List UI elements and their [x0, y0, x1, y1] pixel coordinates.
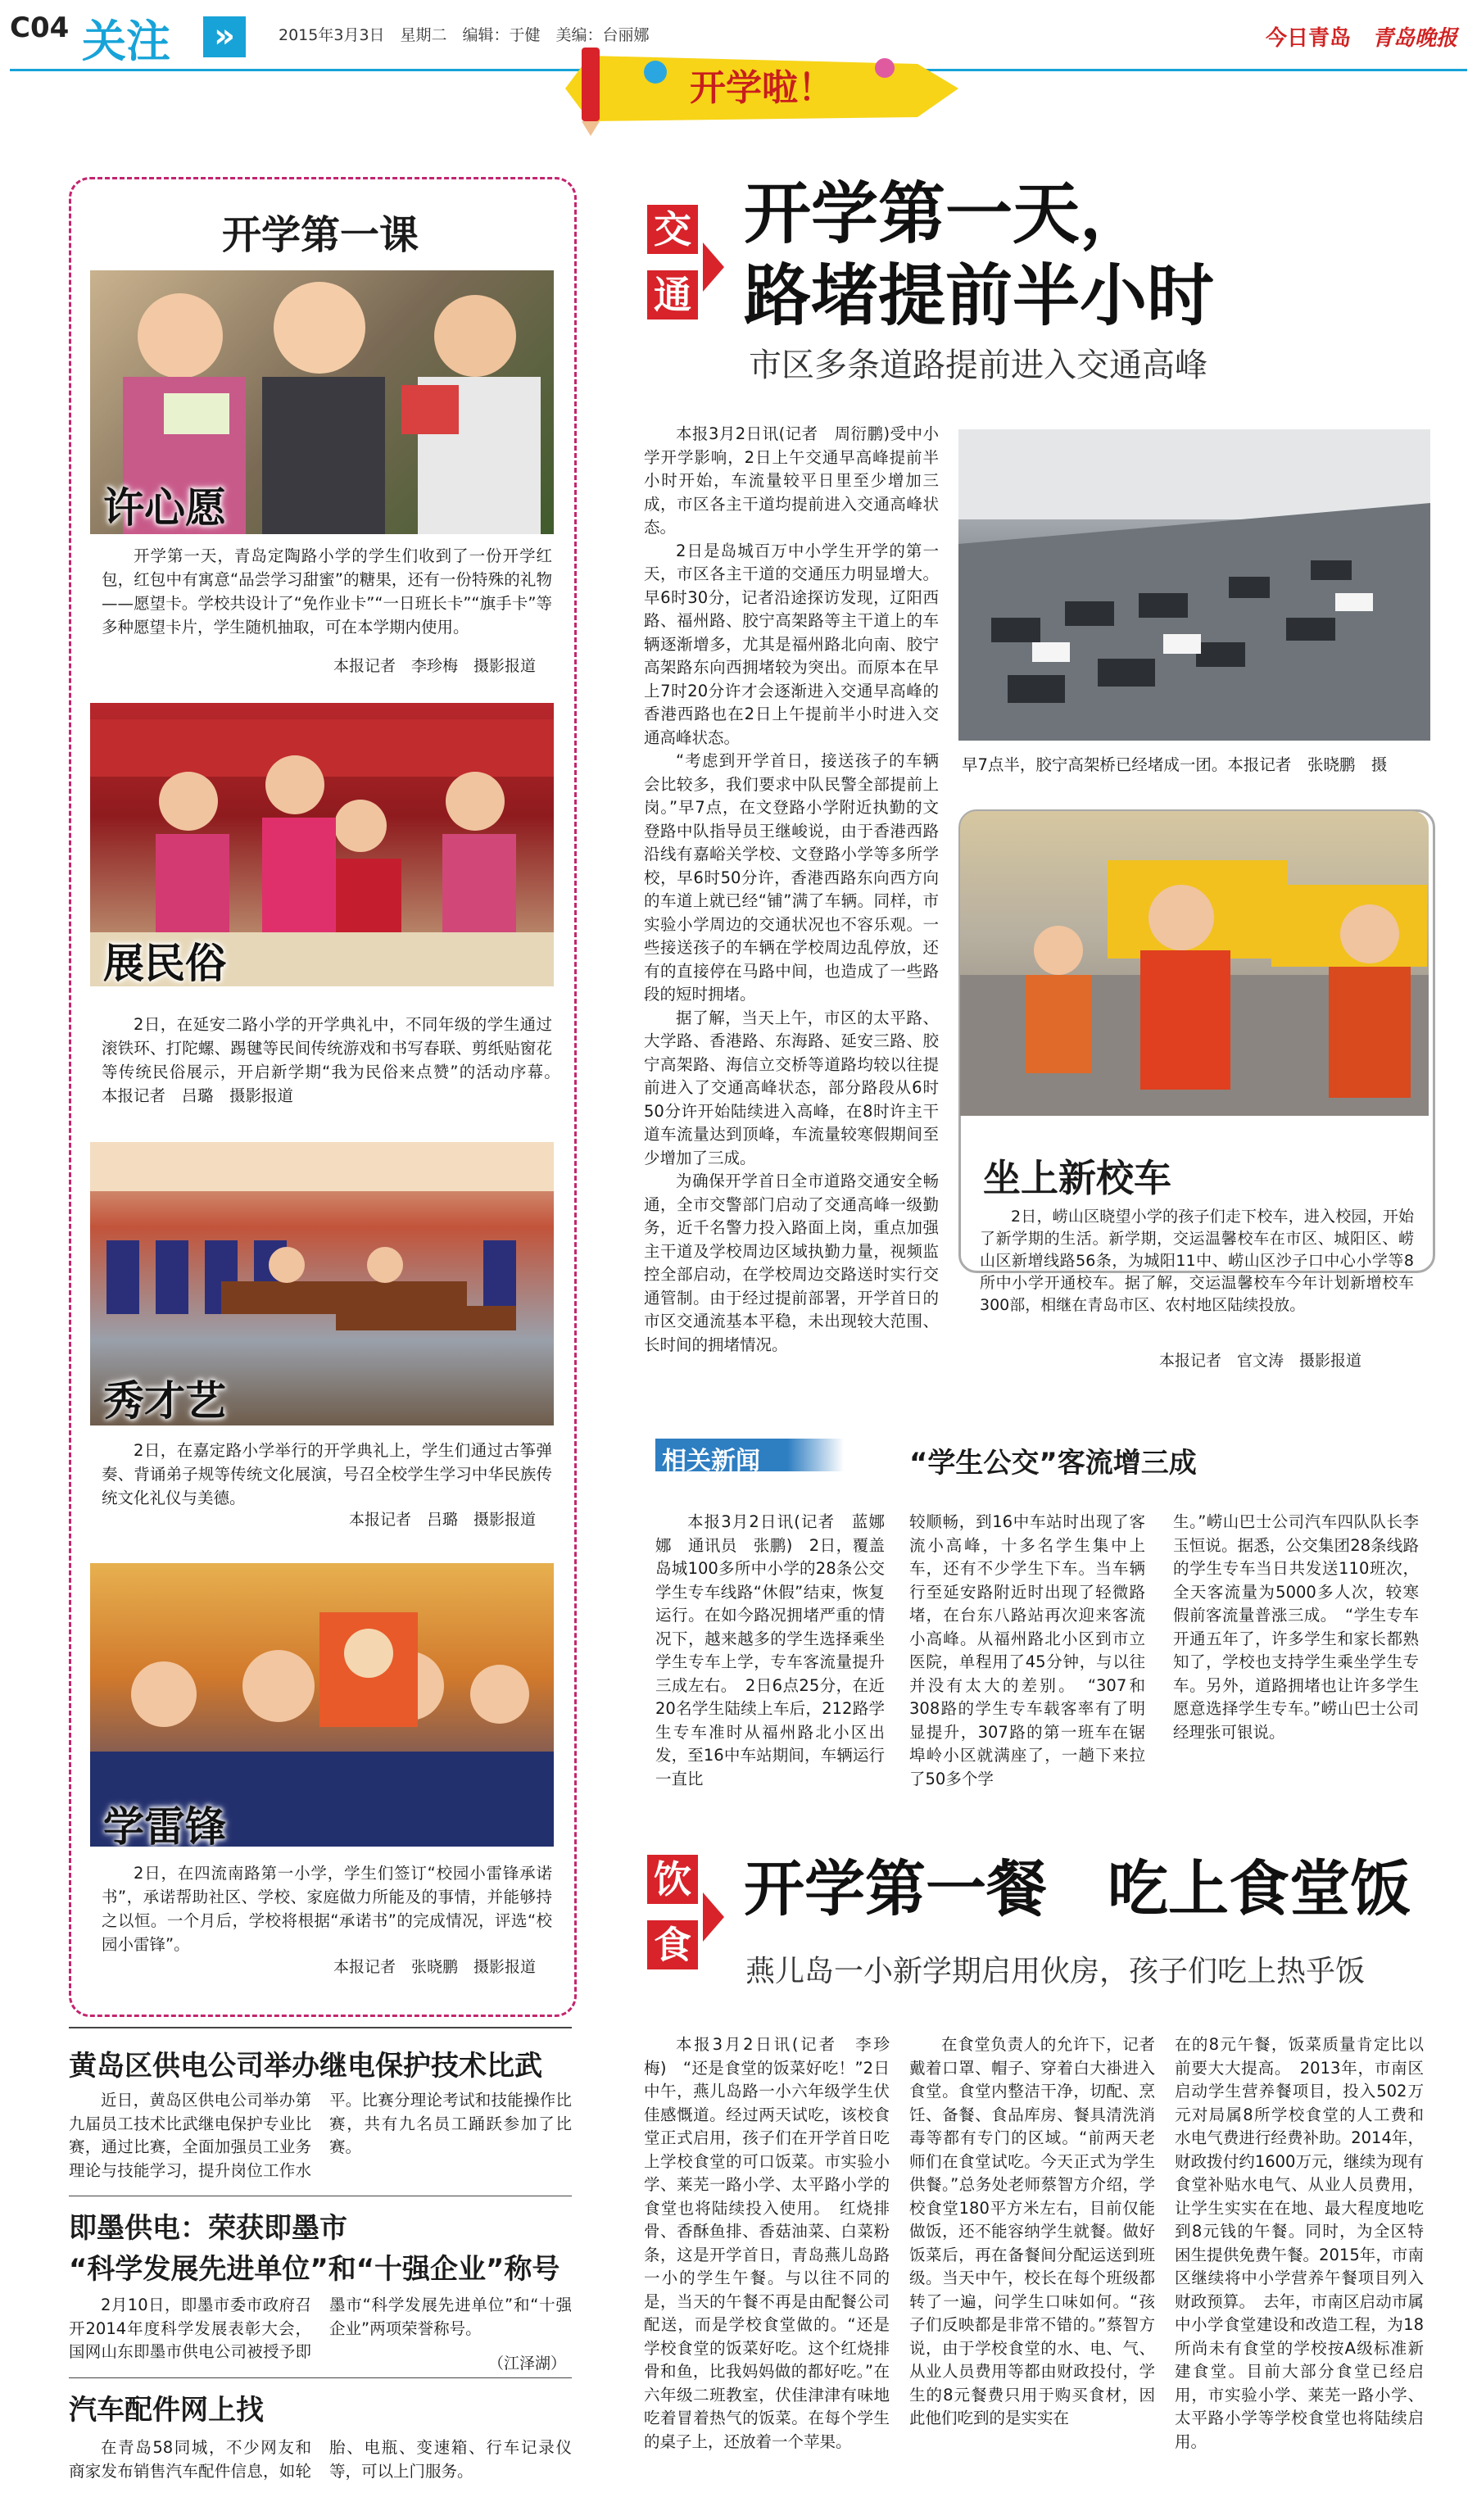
related-col-1	[655, 1511, 885, 1791]
traffic-photo-caption: 早7点半，胶宁高架桥已经堵成一团。本报记者 张晓鹏 摄	[962, 755, 1388, 774]
banner-text: 开学啦！	[690, 67, 834, 109]
traffic-subhead: 市区多条道路提前进入交通高峰	[749, 347, 1207, 384]
food-col-1	[644, 2033, 890, 2454]
related-col-3	[1173, 1511, 1419, 1744]
story-talent-credit: 本报记者 吕璐 摄影报道	[348, 1511, 536, 1529]
photo-traffic-jam-art	[958, 429, 1430, 741]
tag-food-2: 食	[647, 1920, 698, 1969]
traffic-para-3: “考虑到开学首日，接送孩子的车辆会比较多，我们要求中队民警全部提前上岗。”早7点，在文登路小学附近执勤的文登路中队指导员王继峻说，由于香港西路沿线有嘉峪关学校、文登路小学等多所学校，早6时50分许，香港西路东向西方向的车道上就已经“铺”满了车辆。同样，市实验小学周边的交通状况也不容乐观。一些接送孩子的车辆在学校周边乱停放，还有的直接停在马路中间，也造成了一些路段的短时拥堵。	[644, 751, 939, 1004]
issue-meta: 2015年3月3日 星期二 编辑：于健 美编：台丽娜	[279, 26, 650, 44]
brief-rule-2	[69, 2377, 572, 2378]
traffic-headline-2: 路堵提前半小时	[744, 257, 1215, 335]
brief-3-text: 在青岛58同城，不少网友和商家发布销售汽车配件信息，如轮胎、电瓶、变速箱、行车记录仪等，可以上门服务。	[69, 2438, 572, 2481]
brief-1-title: 黄岛区供电公司举办继电保护技术比武	[69, 2050, 542, 2083]
tag-food-1: 饮	[647, 1855, 698, 1904]
brief-2-credit: （江泽湖）	[488, 2355, 567, 2373]
caption-talent: 秀才艺	[103, 1377, 226, 1425]
paper-name	[1266, 21, 1457, 52]
tag-traffic-arrow-icon	[703, 242, 724, 292]
briefs-top-rule	[69, 2027, 572, 2028]
story-folk-body: 2日，在延安二路小学的开学典礼中，不同年级的学生通过滚铁环、打陀螺、踢毽等民间传统游戏和书写春联、剪纸贴窗花等传统民俗展示，开启新学期“我为民俗来点赞”的活动序幕。 本报记者 吕璐 摄影报道	[102, 1015, 569, 1105]
tag-food-arrow-icon	[703, 1892, 724, 1942]
food-headline: 开学第一餐 吃上食堂饭	[744, 1854, 1411, 1924]
food-col-2	[909, 2033, 1155, 2431]
school-bus-body: 2日，崂山区晓望小学的孩子们走下校车，进入校园，开始了新学期的生活。新学期，交运温馨校车在市区、城阳区、崂山区新增线路56条，为城阳11中、崂山区沙子口中心小学等8所中小学开通校车。据了解，交运温馨校车今年计划新增校车300部，相继在青岛市区、农村地区陆续投放。	[980, 1208, 1414, 1314]
story-leifeng-body: 2日，在四流南路第一小学，学生们签订“校园小雷锋承诺书”，承诺帮助社区、学校、家庭做力所能及的事情，并能够持之以恒。一个月后，学校将根据“承诺书”的完成情况，评选“校园小雷锋”。	[102, 1864, 552, 1954]
food-col-3-text: 在的8元午餐，饭菜质量肯定比以前要大大提高。 2013年，市南区启动学生营养餐项目，投入502万元对局属8所学校食堂的人工费和水电气费进行经费补助。2014年，财政拨付约1600万元，继续为现有食堂补贴水电气、从业人员费用，让学生实实在在地、最大程度地吃到8元钱的午餐。同时，为全区特困生提供免费午餐。2015年，市南区继续将中小学营养午餐项目列入财政预算。 去年，市南区启动市属中小学食堂建设和改造工程，为18所尚未有食堂的学校按A级标准新建食堂。目前大部分食堂已经启用，市实验小学、莱芜一路小学、太平路小学等学校食堂也将陆续启用。	[1175, 2035, 1424, 2451]
photo-school-bus	[960, 811, 1429, 1116]
paper-logo: 青岛晚报	[1371, 26, 1457, 51]
food-subhead: 燕儿岛一小新学期启用伙房，孩子们吃上热乎饭	[745, 1955, 1366, 1988]
tag-traffic-1: 交	[647, 205, 698, 254]
traffic-para-4: 据了解，当天上午，市区的太平路、大学路、香港路、东海路、延安三路、胶宁高架路、海信立交桥等道路均较以往提前进入了交通高峰状态，部分路段从6时50分许开始陆续进入高峰，在8时许主干道车流量达到顶峰，车流量较寒假期间至少增加了三成。	[644, 1008, 939, 1167]
story-leifeng-credit: 本报记者 张晓鹏 摄影报道	[333, 1958, 536, 1976]
traffic-para-1: 本报3月2日讯(记者 周衍鹏)受中小学开学影响，2日上午交通早高峰提前半小时开始，车流量较平日里至少增加三成，市区各主干道均提前进入交通高峰状态。	[644, 424, 939, 537]
brief-2-title-2: “科学发展先进单位”和“十强企业”称号	[69, 2253, 560, 2286]
brief-3-title: 汽车配件网上找	[69, 2394, 264, 2427]
section-arrow-icon: »	[203, 16, 246, 57]
related-col-3-text: 生。”崂山巴士公司汽车四队队长李玉恒说。据悉，公交集团28条线路的学生专车当日共发送110班次，全天客流量为5000多人次，较寒假前客流量普涨三成。 “学生专车开通五年了，许多学生和家长都熟知了，学校也支持学生乘坐学生专车。另外，道路拥堵也让许多学生愿意选择学生专车。”崂山巴士公司经理张可银说。	[1173, 1512, 1419, 1742]
brief-2-title-1: 即墨供电：荣获即墨市	[69, 2212, 347, 2245]
traffic-body	[644, 423, 939, 1357]
tag-traffic-2: 通	[647, 270, 698, 320]
pencil-icon	[582, 48, 600, 121]
brief-3-body	[69, 2436, 572, 2483]
brief-1-body	[69, 2089, 572, 2182]
kaixue-banner	[557, 39, 967, 138]
paper-city: 今日青岛	[1265, 26, 1372, 51]
food-col-3	[1175, 2033, 1424, 2454]
brief-1-text: 近日，黄岛区供电公司举办第九届员工技术比武继电保护专业比赛，通过比赛，全面加强员工业务理论与技能学习，提升岗位工作水平。比赛分理论考试和技能操作比赛，共有九名员工踊跃参加了比赛。	[69, 2091, 572, 2180]
food-col-2-text: 在食堂负责人的允许下，记者戴着口罩、帽子、穿着白大褂进入食堂。食堂内整洁干净，切配、烹饪、备餐、食品库房、餐具清洗消毒等都有专门的区域。“前两天老师们在食堂试吃。今天正式为学生供餐。”总务处老师蔡智方介绍，学校食堂180平方米左右，目前仅能做饭，还不能容纳学生就餐。做好饭菜后，再在备餐间分配运送到班级。当天中午，校长在每个班级都转了一遍，问学生口味如何。“孩子们反映都是非常不错的。”蔡智方说，由于学校食堂的水、电、气、从业人员费用等都由财政投付，学生的8元餐费只用于购买食材，因此他们吃到的是实实在	[909, 2035, 1155, 2427]
story-wish-body: 开学第一天，青岛定陶路小学的学生们收到了一份开学红包，红包中有寓意“品尝学习甜蜜”的糖果，还有一份特殊的礼物——愿望卡。学校共设计了“免作业卡”“一日班长卡”“旗手卡”等多种愿望卡片，学生随机抽取，可在本学期内使用。	[102, 546, 552, 637]
traffic-para-2: 2日是岛城百万中小学生开学的第一天，市区各主干道的交通压力明显增大。早6时30分，记者沿途探访发现，辽阳西路、福州路、胶宁高架路等主干道上的车辆逐渐增多，尤其是福州路北向南、胶宁高架路东向西拥堵较为突出。而原本在早上7时20分许才会逐渐进入交通早高峰的香港西路也在2日上午提前半小时进入交通高峰状态。	[644, 541, 939, 747]
first-lesson-title: 开学第一课	[221, 212, 419, 258]
related-col-2	[909, 1511, 1145, 1791]
related-col-2-text: 较顺畅，到16中车站时出现了客流小高峰，十多名学生集中上车，还有不少学生下车。当车辆行至延安路附近时出现了轻微路堵，在台东八路站再次迎来客流小高峰。从福州路北小区到市立医院，单程用了45分钟，与以往并没有太大的差别。 “307和308路的学生专车载客率有了明显提升，307路的第一班车在锯埠岭小区就满座了，一趟下来拉了50多个学	[909, 1512, 1145, 1788]
story-wish-credit: 本报记者 李珍梅 摄影报道	[333, 657, 536, 675]
school-bus-title: 坐上新校车	[983, 1156, 1171, 1200]
related-col-1-text: 本报3月2日讯(记者 蓝娜娜 通讯员 张鹏) 2日，覆盖岛城100多所中小学的28条公交学生专车线路“休假”结束，恢复运行。在如今路况拥堵严重的情况下，越来越多的学生选择乘坐学生专车上学，专车客流量提升三成左右。 2日6点25分，在近20名学生陆续上车后，212路学生专车准时从福州路北小区出发，至16中车站期间，车辆运行一直比	[655, 1512, 885, 1788]
traffic-headline-1: 开学第一天，	[744, 175, 1148, 253]
related-news-title: “学生公交”客流增三成	[909, 1447, 1197, 1480]
caption-wish: 许心愿	[103, 484, 226, 532]
photo-school-bus-art	[960, 811, 1429, 1116]
brief-2-text: 2月10日，即墨市委市政府召开2014年度科学发展表彰大会，国网山东即墨市供电公司被授予即墨市“科学发展先进单位”和“十强企业”两项荣誉称号。	[69, 2296, 572, 2361]
related-news-label: 相关新闻	[662, 1447, 760, 1475]
school-bus-credit: 本报记者 官文涛 摄影报道	[1158, 1352, 1361, 1370]
traffic-para-5: 为确保开学首日全市道路交通安全畅通，全市交警部门启动了交通高峰一级勤务，近千名警力投入路面上岗，重点加强主干道及学校周边区域执勤力量，视频监控全部启动，在学校周边交路送时实行交通管制。由于经过提前部署，开学首日的市区交通流基本平稳，未出现较大范围、长时间的拥堵情况。	[644, 1172, 939, 1354]
story-talent-body: 2日，在嘉定路小学举行的开学典礼上，学生们通过古筝弹奏、背诵弟子规等传统文化展演，号召全校学生学习中华民族传统文化礼仪与美德。	[102, 1441, 552, 1507]
caption-folk: 展民俗	[103, 940, 226, 987]
photo-traffic-jam	[958, 429, 1430, 741]
page-number: C04	[10, 11, 70, 44]
section-title: 关注	[82, 16, 170, 67]
food-col-1-text: 本报3月2日讯(记者 李珍梅) “还是食堂的饭菜好吃！”2日中午，燕儿岛路一小六年级学生伏佳感慨道。经过两天试吃，该校食堂正式启用，孩子们在开学首日吃上学校食堂的可口饭菜。市实验小学、莱芜一路小学、太平路小学的食堂也将陆续投入使用。 红烧排骨、香酥鱼排、香菇油菜、白菜粉条，这是开学首日，青岛燕儿岛路一小的学生午餐。与以往不同的是，当天的午餐不再是由配餐公司配送，而是学校食堂做的。“还是学校食堂的饭菜好吃。这个红烧排骨和鱼，比我妈妈做的都好吃。”在六年级二班教室，伏佳津津有味地吃着冒着热气的饭菜。在每个学生的桌子上，还放着一个苹果。	[644, 2035, 890, 2451]
caption-leifeng: 学雷锋	[103, 1803, 226, 1851]
